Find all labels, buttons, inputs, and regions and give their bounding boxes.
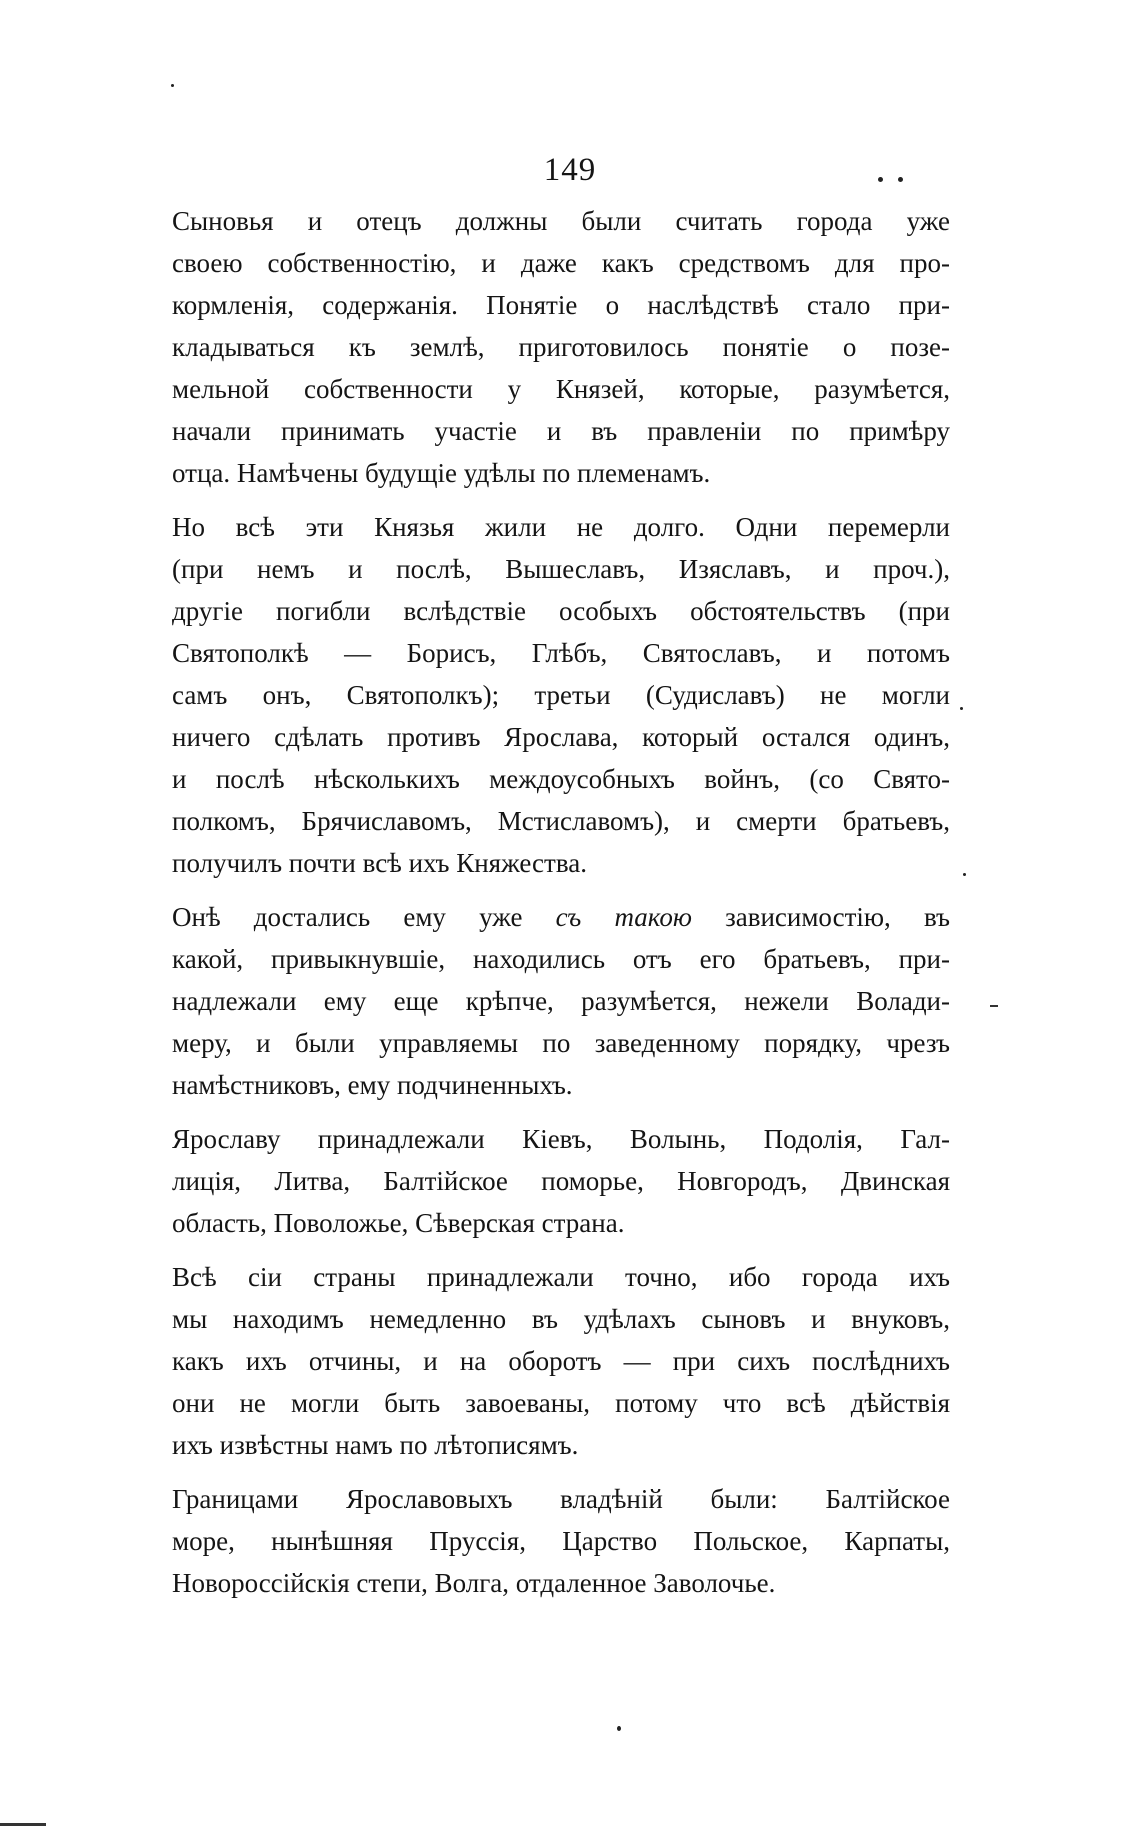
text-line: мельной собственности у Князей, которые, разумѣется, <box>172 374 950 404</box>
text-line: кормленія, содержанія. Понятіе о наслѣдствѣ стало при- <box>172 290 950 320</box>
text-line: меру, и были управляемы по заведенному порядку, чрезъ <box>172 1028 950 1058</box>
paragraph-2 <box>172 506 950 884</box>
text-line: самъ онъ, Святополкъ); третьи (Судиславъ) не могли <box>172 680 950 710</box>
paragraph-5 <box>172 1256 950 1466</box>
text-line: какой, привыкнувшіе, находились отъ его братьевъ, при- <box>172 944 950 974</box>
text-line: и послѣ нѣсколькихъ междоусобныхъ войнъ, (со Свято- <box>172 764 950 794</box>
text-line: Святополкѣ — Борисъ, Глѣбъ, Святославъ, и потомъ <box>172 638 950 668</box>
paragraph-4 <box>172 1118 950 1244</box>
text-line: Новороссійскія степи, Волга, отдаленное Заволочье. <box>172 1568 776 1598</box>
page-number: 149 <box>543 152 597 188</box>
paragraph-1 <box>172 200 950 494</box>
text-line: намѣстниковъ, ему подчиненныхъ. <box>172 1070 573 1100</box>
text-line: начали принимать участіе и въ правленіи по примѣру <box>172 416 950 446</box>
text-line: (при немъ и послѣ, Вышеславъ, Изяславъ, и проч.), <box>172 554 950 584</box>
scan-speck <box>963 873 966 876</box>
text-line: Но всѣ эти Князья жили не долго. Одни перемерли <box>172 512 950 542</box>
text-line: надлежали ему еще крѣпче, разумѣется, нежели Волади- <box>172 986 950 1016</box>
scan-dash <box>0 1823 46 1826</box>
scan-speck <box>898 177 903 182</box>
text-segment: зависимостію, въ <box>691 902 950 932</box>
text-line: своею собственностію, и даже какъ средствомъ для про- <box>172 248 950 278</box>
text-line: получилъ почти всѣ ихъ Княжества. <box>172 848 587 878</box>
text-line: область, Поволожье, Сѣверская страна. <box>172 1208 625 1238</box>
scan-speck <box>171 84 174 87</box>
text-line: мы находимъ немедленно въ удѣлахъ сыновъ и внуковъ, <box>172 1304 950 1334</box>
text-line: лиція, Литва, Балтійское поморье, Новгородъ, Двинская <box>172 1166 950 1196</box>
text-line: Ярославу принадлежали Кіевъ, Волынь, Подолія, Гал- <box>172 1124 950 1154</box>
scan-speck <box>878 177 883 182</box>
text-segment: Онѣ достались ему уже <box>172 902 556 932</box>
scan-dash <box>990 1005 998 1007</box>
text-line: полкомъ, Брячиславомъ, Мстиславомъ), и смерти братьевъ, <box>172 806 950 836</box>
paragraph-3 <box>172 896 950 1106</box>
text-line <box>172 896 950 938</box>
scan-speck <box>960 707 963 710</box>
text-line: кладываться къ землѣ, приготовилось понятіе о позе- <box>172 332 950 362</box>
text-body <box>172 200 950 1616</box>
scan-speck <box>617 1726 621 1731</box>
text-line: ихъ извѣстны намъ по лѣтописямъ. <box>172 1430 579 1460</box>
text-line: море, нынѣшняя Пруссія, Царство Польское, Карпаты, <box>172 1526 950 1556</box>
text-line: какъ ихъ отчины, и на оборотъ — при сихъ послѣднихъ <box>172 1346 950 1376</box>
text-line: Границами Ярославовыхъ владѣній были: Балтійское <box>172 1484 950 1514</box>
text-line: Сыновья и отецъ должны были считать города уже <box>172 206 950 236</box>
text-line: другіе погибли вслѣдствіе особыхъ обстоятельствъ (при <box>172 596 950 626</box>
text-line: отца. Намѣчены будущіе удѣлы по племенамъ. <box>172 458 711 488</box>
text-line: ничего сдѣлать противъ Ярослава, который остался одинъ, <box>172 722 950 752</box>
text-line: Всѣ сіи страны принадлежали точно, ибо города ихъ <box>172 1262 950 1292</box>
text-line: они не могли быть завоеваны, потому что всѣ дѣйствія <box>172 1388 950 1418</box>
italic-phrase: съ такою <box>555 902 692 932</box>
paragraph-6 <box>172 1478 950 1604</box>
